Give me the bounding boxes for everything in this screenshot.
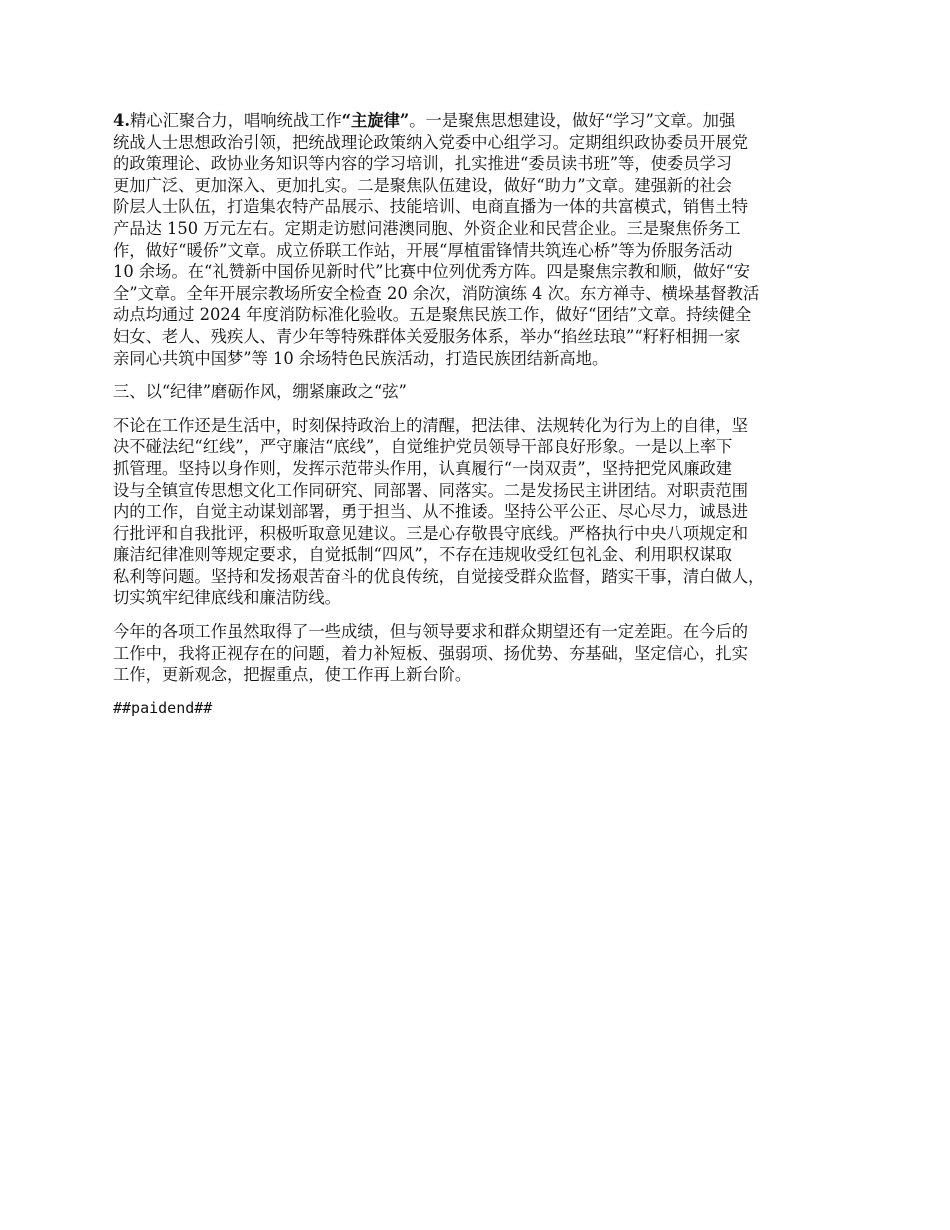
paragraph-line: 私利等问题。坚持和发扬艰苦奋斗的优良传统，自觉接受群众监督，踏实干事，清白做人， xyxy=(113,566,765,586)
paragraph-line: 阶层人士队伍，打造集农特产品展示、技能培训、电商直播为一体的共富模式，销售土特 xyxy=(113,197,748,217)
paragraph-line: 切实筑牢纪律底线和廉洁防线。 xyxy=(113,588,341,608)
document-body xyxy=(113,110,873,719)
paragraph-line: 抓管理。坚持以身作则，发挥示范带头作用，认真履行“一岗双责”，坚持把党风廉政建 xyxy=(113,458,733,478)
paragraph-line: 工作中，我将正视存在的问题，着力补短板、强弱项、扬优势、夯基础，坚定信心，扎实 xyxy=(113,643,748,663)
paragraph-united-front xyxy=(113,110,873,369)
paragraph-line: 亲同心共筑中国梦”等 10 余场特色民族活动，打造民族团结新高地。 xyxy=(113,348,609,368)
paragraph-line: 内的工作，自觉主动谋划部署，勇于担当、从不推诿。坚持公平公正、尽心尽力，诚恳进 xyxy=(113,502,748,522)
paragraph-line: 动点均通过 2024 年度消防标准化验收。五是聚焦民族工作，做好“团结”文章。持续健全 xyxy=(113,305,752,325)
paragraph-line: 作，做好“暖侨”文章。成立侨联工作站，开展“厚植雷锋情共筑连心桥”等为侨服务活动 xyxy=(113,240,733,260)
paragraph-discipline xyxy=(113,415,873,609)
paragraph-line: 工作，更新观念，把握重点，使工作再上新台阶。 xyxy=(113,665,472,685)
paragraph-line: 统战人士思想政治引领，把统战理论政策纳入党委中心组学习。定期组织政协委员开展党 xyxy=(113,132,748,152)
section-title-emphasis: “主旋律” xyxy=(341,111,410,130)
paragraph-line: 设与全镇宣传思想文化工作同研究、同部署、同落实。二是发扬民主讲团结。对职责范围 xyxy=(113,480,748,500)
paragraph-line: 的政策理论、政协业务知识等内容的学习培训，扎实推进“委员读书班”等，使委员学习 xyxy=(113,154,733,174)
paragraph-line xyxy=(113,110,873,132)
paragraph-line: 10 余场。在“礼赞新中国侨见新时代”比赛中位列优秀方阵。四是聚焦宗教和顺，做好“安 xyxy=(113,262,750,282)
paragraph-line: 今年的各项工作虽然取得了一些成绩，但与领导要求和群众期望还有一定差距。在今后的 xyxy=(113,622,748,642)
section-heading-discipline: 三、以“纪律”磨砺作风，绷紧廉政之“弦” xyxy=(113,382,407,402)
paragraph-line: 廉洁纪律准则等规定要求，自觉抵制“四风”，不存在违规收受红包礼金、利用职权谋取 xyxy=(113,545,733,565)
paragraph-line: 产品达 150 万元左右。定期走访慰问港澳同胞、外资企业和民营企业。三是聚焦侨务工 xyxy=(113,218,741,238)
paragraph-line: 决不碰法纪“红线”，严守廉洁“底线”，自觉维护党员领导干部良好形象。一是以上率下 xyxy=(113,437,733,457)
paragraph-text: 。一是聚焦思想建设，做好“学习”文章。加强 xyxy=(409,111,736,130)
section-title: 精心汇聚合力，唱响统战工作 xyxy=(130,111,342,130)
paragraph-line: 行批评和自我批评，积极听取意见建议。三是心存敬畏守底线。严格执行中央八项规定和 xyxy=(113,523,748,543)
end-marker: ##paidend## xyxy=(113,698,213,717)
section-number: 4. xyxy=(113,111,130,130)
paragraph-line: 不论在工作还是生活中，时刻保持政治上的清醒，把法律、法规转化为行为上的自律，坚 xyxy=(113,415,748,435)
paragraph-conclusion xyxy=(113,621,873,686)
paragraph-line: 妇女、老人、残疾人、青少年等特殊群体关爱服务体系，举办“掐丝珐琅”“籽籽相拥一家 xyxy=(113,326,741,346)
paragraph-line: 全”文章。全年开展宗教场所安全检查 20 余次，消防演练 4 次。东方禅寺、横垛基督教活 xyxy=(113,283,760,303)
paragraph-line: 更加广泛、更加深入、更加扎实。二是聚焦队伍建设，做好“助力”文章。建强新的社会 xyxy=(113,175,733,195)
